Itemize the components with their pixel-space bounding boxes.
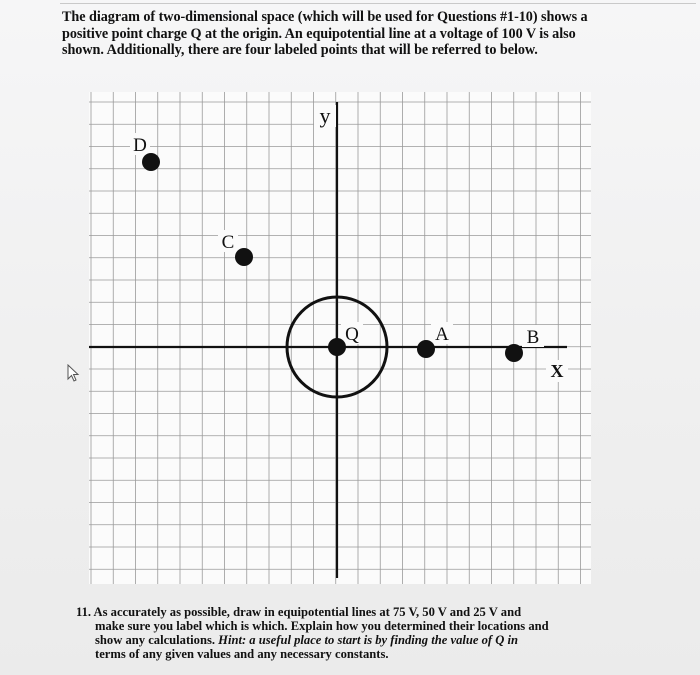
question-11-line-1 xyxy=(76,606,636,620)
question-11-text-1: As accurately as possible, draw in equipotential lines at 75 V, 50 V and 25 V and xyxy=(93,605,522,619)
point-q[interactable] xyxy=(328,338,346,356)
question-11-line-3 xyxy=(76,634,636,648)
question-11-text-3a: show any calculations. xyxy=(95,632,216,647)
point-label-d: D xyxy=(133,135,147,156)
intro-paragraph xyxy=(62,9,662,59)
question-11-hint: Hint: a useful place to start is by finding the value of Q in xyxy=(218,632,518,647)
intro-line-3: shown. Additionally, there are four labeled points that will be referred to below. xyxy=(62,42,538,58)
point-label-b: B xyxy=(526,327,540,348)
point-a[interactable] xyxy=(417,340,435,358)
top-rule xyxy=(60,3,696,4)
question-number: 11. xyxy=(76,605,92,619)
question-11-line-4: terms of any given values and any necessary constants. xyxy=(95,646,389,661)
point-label-a: A xyxy=(435,324,449,345)
coordinate-diagram[interactable] xyxy=(89,92,591,584)
point-b[interactable] xyxy=(505,344,523,362)
question-11-line-2: make sure you label which is which. Explain how you determined their locations and xyxy=(95,618,549,633)
intro-line-1: The diagram of two-dimensional space (which will be used for Questions #1-10) shows a xyxy=(62,9,588,25)
question-11 xyxy=(76,606,636,662)
point-label-q: Q xyxy=(345,324,359,345)
x-axis-label: X xyxy=(550,361,564,381)
point-c[interactable] xyxy=(235,248,253,266)
diagram-svg xyxy=(89,92,591,584)
point-d[interactable] xyxy=(142,153,160,171)
point-label-c: C xyxy=(221,232,235,253)
pointer-arrow-icon xyxy=(66,364,80,382)
y-axis-label: y xyxy=(319,103,331,128)
intro-line-2: positive point charge Q at the origin. An equipotential line at a voltage of 100 V is also xyxy=(62,25,576,42)
